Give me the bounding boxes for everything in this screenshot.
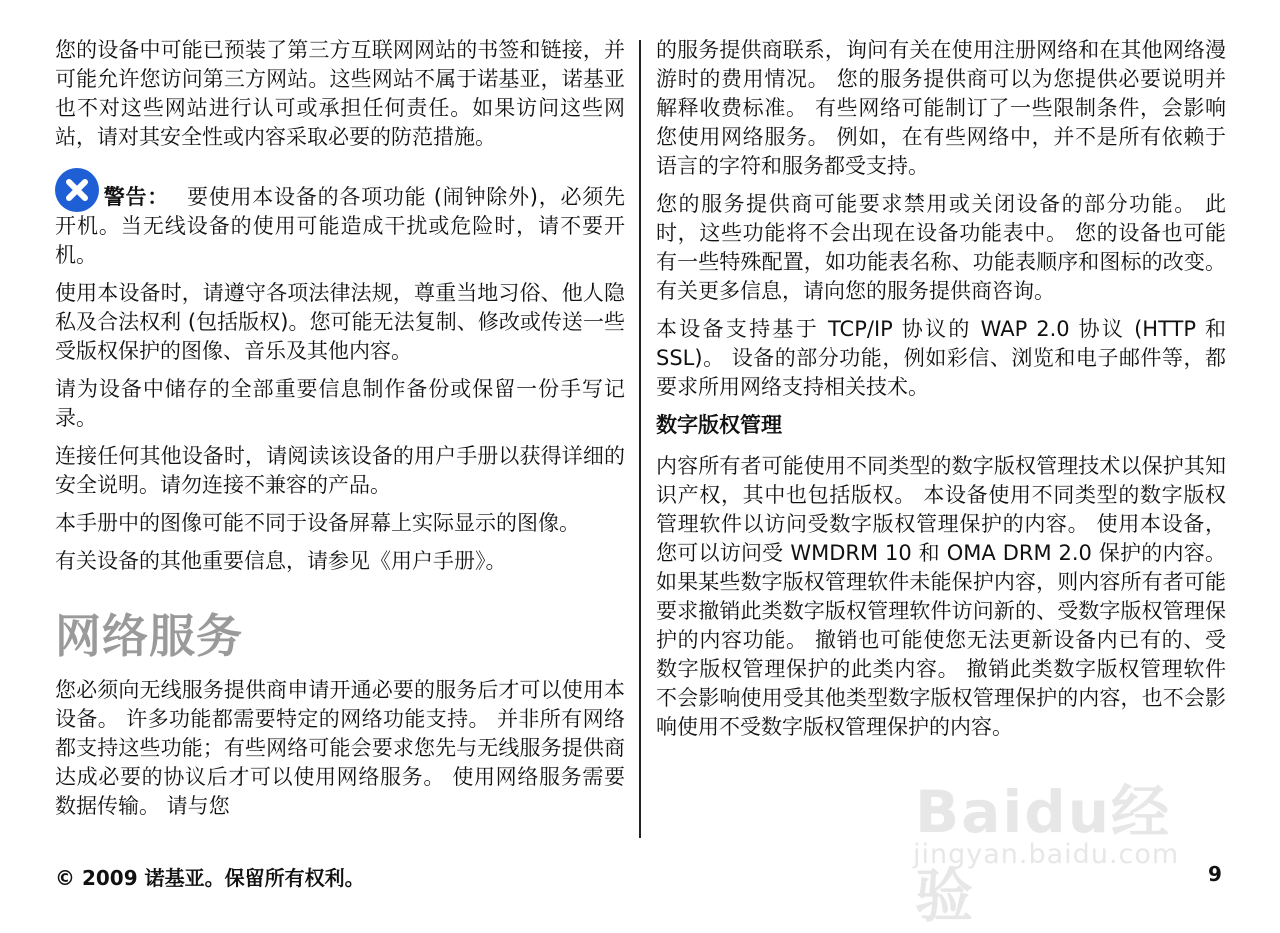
page-number: 9: [1208, 862, 1222, 886]
subsection-title-drm: 数字版权管理: [656, 413, 782, 437]
warning-text: 要使用本设备的各项功能 (闹钟除外)，必须先开机。当无线设备的使用可能造成干扰或危险时，请不要开机。: [55, 185, 625, 267]
column-divider: [639, 40, 641, 838]
paragraph-provider-fees: 的服务提供商联系，询问有关在使用注册网络和在其他网络漫游时的费用情况。 您的服务提供商可以为您提供必要说明并解释收费标准。 有些网络可能制订了一些限制条件，会影响您使用网络服务。 例如，在有些网络中，并不是所有依赖于语言的字符和服务都受支持。: [656, 38, 1226, 178]
paragraph-laws: 使用本设备时，请遵守各项法律法规，尊重当地习俗、他人隐私及合法权利 (包括版权)。您可能无法复制、修改或传送一些受版权保护的图像、音乐及其他内容。: [55, 281, 625, 363]
left-column: [55, 36, 625, 830]
warning-x-icon: [55, 168, 99, 212]
watermark-brand: Baidu经验: [915, 778, 1172, 930]
paragraph-images: 本手册中的图像可能不同于设备屏幕上实际显示的图像。: [55, 511, 580, 535]
intro-paragraph: 您的设备中可能已预装了第三方互联网网站的书签和链接，并可能允许您访问第三方网站。这些网站不属于诺基亚，诺基亚也不对这些网站进行认可或承担任何责任。如果访问这些网站，请对其安全性或内容采取必要的防范措施。: [55, 38, 625, 149]
paragraph-connect: 连接任何其他设备时，请阅读该设备的用户手册以获得详细的安全说明。请勿连接不兼容的产品。: [55, 444, 625, 497]
paragraph-backup: 请为设备中储存的全部重要信息制作备份或保留一份手写记录。: [55, 377, 625, 430]
right-column: [656, 36, 1226, 751]
footer-copyright: © 2009 诺基亚。保留所有权利。: [55, 866, 365, 890]
paragraph-wap: 本设备支持基于 TCP/IP 协议的 WAP 2.0 协议 (HTTP 和 SSL)。 设备的部分功能，例如彩信、浏览和电子邮件等，都要求所用网络支持相关技术。: [656, 317, 1226, 399]
paragraph-manual: 有关设备的其他重要信息，请参见《用户手册》。: [55, 549, 507, 573]
baidu-watermark: [905, 765, 1205, 930]
watermark-url: jingyan.baidu.com: [913, 839, 1180, 870]
warning-label: 警告：: [103, 185, 170, 209]
network-services-paragraph: 您必须向无线服务提供商申请开通必要的服务后才可以使用本设备。 许多功能都需要特定的网络功能支持。 并非所有网络都支持这些功能；有些网络可能会要求您先与无线服务提供商达成必要的协议后才可以使用网络服务。 使用网络服务需要数据传输。 请与您: [55, 678, 625, 818]
section-title-network-services: 网络服务: [55, 609, 243, 663]
warning-paragraph: [55, 168, 625, 270]
drm-paragraph: 内容所有者可能使用不同类型的数字版权管理技术以保护其知识产权，其中也包括版权。 本设备使用不同类型的数字版权管理软件以访问受数字版权管理保护的内容。 使用本设备，您可以访问受 WMDRM 10 和 OMA DRM 2.0 保护的内容。 如果某些数字版权管理软件未能保护内容，则内容所有者可能要求撤销此类数字版权管理软件访问新的、受数字版权管理保护的内容功能。 撤销也可能使您无法更新设备内已有的、受数字版权管理保护的此类内容。 撤销此类数字版权管理软件不会影响使用受其他类型数字版权管理保护的内容，也不会影响使用不受数字版权管理保护的内容。: [656, 454, 1226, 739]
paragraph-provider-disable: 您的服务提供商可能要求禁用或关闭设备的部分功能。 此时，这些功能将不会出现在设备功能表中。 您的设备也可能有一些特殊配置，如功能表名称、功能表顺序和图标的改变。 有关更多信息，请向您的服务提供商咨询。: [656, 192, 1226, 303]
